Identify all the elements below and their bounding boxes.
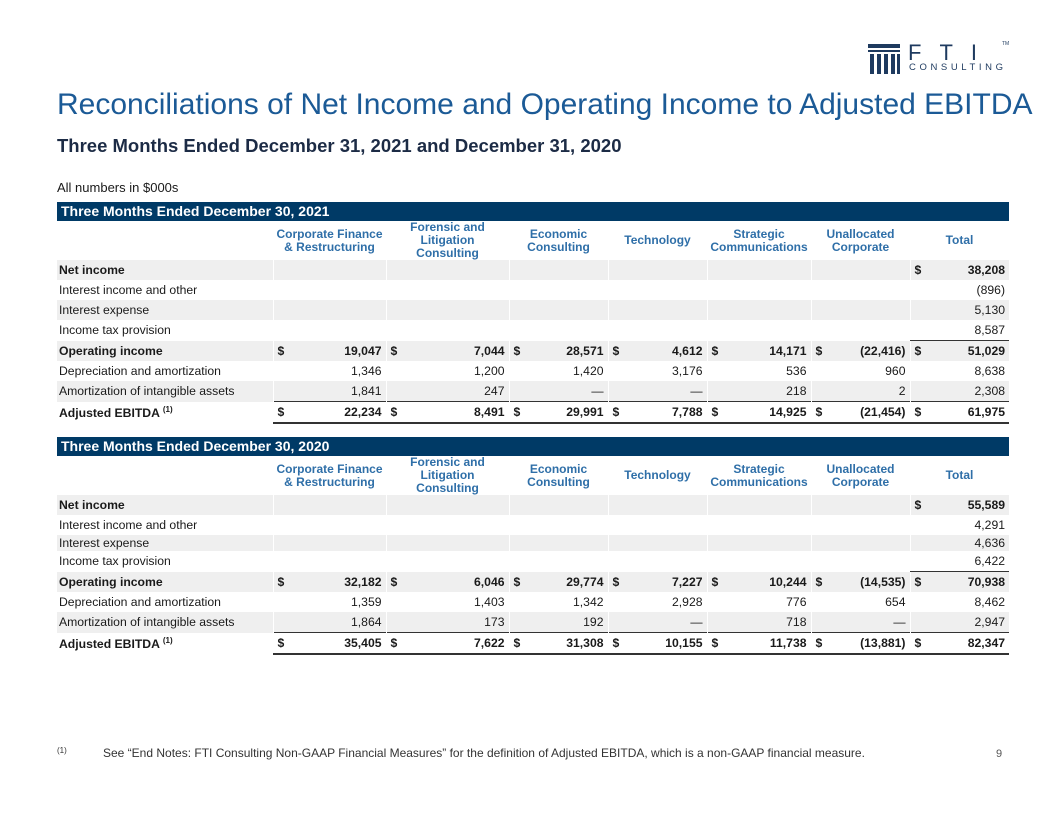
cell-value: 55,589 [967, 498, 1005, 512]
table-cell [386, 280, 509, 300]
table-cell [811, 320, 910, 341]
column-header-row [57, 221, 1009, 260]
currency-symbol: $ [612, 343, 620, 358]
column-header: Corporate Finance & Restructuring [276, 461, 383, 489]
cell-value: 8,462 [974, 595, 1005, 609]
cell-value: 2 [898, 384, 906, 398]
table-cell [509, 300, 608, 320]
section-2020 [57, 437, 1009, 655]
table-cell [273, 361, 386, 381]
row-label-text: Operating income [59, 343, 163, 358]
table-cell [910, 260, 1009, 280]
table-cell [386, 495, 509, 515]
row-label [57, 341, 273, 362]
table-cell [509, 320, 608, 341]
cell-value: 654 [885, 595, 906, 609]
table-cell [910, 300, 1009, 320]
table-row [57, 612, 1009, 633]
page-title: Reconciliations of Net Income and Operating Income to Adjusted EBITDA [57, 88, 1033, 121]
table-cell [608, 495, 707, 515]
cell-value: (896) [976, 283, 1005, 297]
cell-value: 51,029 [967, 344, 1005, 358]
table-cell [273, 320, 386, 341]
currency-symbol: $ [277, 574, 285, 589]
table-cell [608, 402, 707, 424]
table-row [57, 260, 1009, 280]
table-row [57, 633, 1009, 655]
cell-value: (22,416) [860, 343, 906, 358]
cell-value: 7,788 [672, 405, 703, 419]
table-cell [707, 633, 811, 655]
table-cell [608, 320, 707, 341]
table-cell [707, 381, 811, 402]
table-cell [707, 402, 811, 424]
column-header: Forensic and Litigation Consulting [410, 220, 485, 260]
table-cell [608, 551, 707, 572]
table-cell [608, 572, 707, 593]
row-label-text: Adjusted EBITDA [59, 636, 160, 651]
table-cell [608, 260, 707, 280]
row-label [57, 300, 273, 320]
column-header: Strategic Communications [710, 226, 808, 254]
table-cell [811, 402, 910, 424]
table-cell [608, 361, 707, 381]
page-subtitle: Three Months Ended December 31, 2021 and December 31, 2020 [57, 135, 622, 156]
section-heading: Three Months Ended December 30, 2021 [57, 202, 1009, 221]
row-label-text: Net income [59, 498, 125, 512]
table-cell [910, 633, 1009, 655]
table-cell [386, 592, 509, 612]
currency-symbol: $ [513, 574, 521, 589]
row-label-text: Adjusted EBITDA [59, 405, 160, 420]
table-cell [608, 515, 707, 535]
column-header: Technology [624, 468, 691, 482]
cell-value: 8,491 [474, 405, 505, 419]
table-cell [910, 381, 1009, 402]
table-row [57, 280, 1009, 300]
column-header: Total [945, 233, 974, 247]
table-cell [910, 402, 1009, 424]
table-cell [509, 260, 608, 280]
table-cell [707, 612, 811, 633]
column-header: Economic Consulting [527, 461, 590, 489]
row-label-text: Income tax provision [59, 323, 171, 338]
table-cell [509, 341, 608, 362]
table-cell [707, 535, 811, 551]
currency-symbol: $ [612, 574, 620, 589]
cell-value: 6,422 [974, 554, 1005, 568]
table-cell [509, 612, 608, 633]
cell-value: (14,535) [860, 574, 906, 589]
table-cell [386, 612, 509, 633]
table-cell [811, 551, 910, 572]
table-cell [509, 402, 608, 424]
table-row [57, 572, 1009, 593]
table-cell [608, 341, 707, 362]
table-cell [707, 592, 811, 612]
currency-symbol: $ [612, 636, 620, 650]
table-row [57, 320, 1009, 341]
section-2021 [57, 202, 1009, 424]
table-cell [273, 535, 386, 551]
table-cell [273, 300, 386, 320]
currency-symbol: $ [914, 405, 922, 419]
table-row [57, 495, 1009, 515]
table-cell [608, 633, 707, 655]
reconciliation-table-2021 [57, 221, 1009, 424]
cell-value: 247 [484, 384, 505, 398]
currency-symbol: $ [711, 405, 719, 419]
row-label-text: Income tax provision [59, 554, 171, 569]
table-cell [811, 381, 910, 402]
currency-symbol: $ [815, 574, 823, 589]
table-cell [910, 612, 1009, 633]
currency-symbol: $ [711, 343, 719, 358]
fti-building-icon [868, 44, 900, 74]
table-cell [910, 320, 1009, 341]
table-cell [509, 633, 608, 655]
row-label [57, 495, 273, 515]
table-cell [707, 280, 811, 300]
currency-symbol: $ [513, 405, 521, 419]
currency-symbol: $ [914, 344, 922, 358]
column-header: Forensic and Litigation Consulting [410, 455, 485, 495]
column-header: Total [945, 468, 974, 482]
cell-value: — [690, 384, 703, 398]
cell-value: 960 [885, 364, 906, 378]
currency-symbol: $ [815, 405, 823, 419]
table-cell [707, 300, 811, 320]
currency-symbol: $ [513, 636, 521, 650]
table-cell [811, 361, 910, 381]
table-cell [509, 535, 608, 551]
table-cell [707, 515, 811, 535]
row-label [57, 361, 273, 381]
table-cell [811, 341, 910, 362]
table-cell [386, 535, 509, 551]
cell-value: 14,925 [769, 405, 807, 419]
table-cell [811, 535, 910, 551]
table-cell [811, 495, 910, 515]
cell-value: 192 [583, 615, 604, 629]
row-label [57, 402, 273, 424]
cell-value: 1,841 [351, 384, 382, 398]
cell-value: 8,587 [974, 323, 1005, 337]
cell-value: 8,638 [974, 364, 1005, 378]
currency-symbol: $ [815, 343, 823, 358]
cell-value: 1,864 [351, 615, 382, 629]
footnote-ref: (1) [162, 635, 173, 645]
cell-value: 1,359 [351, 595, 382, 609]
cell-value: 61,975 [967, 405, 1005, 419]
row-label [57, 320, 273, 341]
cell-value: 7,227 [672, 574, 703, 589]
row-label-text: Amortization of intangible assets [59, 384, 235, 399]
table-cell [707, 572, 811, 593]
row-label-text: Interest income and other [59, 283, 198, 297]
row-label [57, 633, 273, 655]
cell-value: 10,155 [665, 636, 703, 650]
cell-value: 82,347 [967, 636, 1005, 650]
currency-symbol: $ [612, 405, 620, 419]
cell-value: 32,182 [344, 574, 382, 589]
table-cell [273, 633, 386, 655]
cell-value: 19,047 [344, 343, 382, 358]
cell-value: — [690, 615, 703, 629]
table-cell [273, 515, 386, 535]
table-cell [608, 535, 707, 551]
cell-value: (21,454) [860, 405, 906, 419]
column-header-blank [57, 456, 273, 495]
currency-symbol: $ [914, 263, 922, 277]
table-cell [386, 260, 509, 280]
cell-value: 11,738 [769, 636, 807, 650]
cell-value: 1,346 [351, 364, 382, 378]
footnote-text: See “End Notes: FTI Consulting Non-GAAP Financial Measures” for the definition of Adjusted EBITDA, which is a non-GAAP financial measure. [103, 746, 865, 760]
table-cell [509, 572, 608, 593]
column-header: Unallocated Corporate [826, 461, 895, 489]
row-label-text: Depreciation and amortization [59, 595, 221, 609]
currency-symbol: $ [390, 636, 398, 650]
table-cell [386, 381, 509, 402]
table-row [57, 515, 1009, 535]
currency-symbol: $ [914, 575, 922, 589]
table-cell [509, 361, 608, 381]
table-cell [386, 361, 509, 381]
cell-value: 4,636 [974, 536, 1005, 550]
footnote [57, 746, 865, 761]
currency-symbol: $ [914, 498, 922, 512]
cell-value: 1,342 [573, 595, 604, 609]
row-label [57, 260, 273, 280]
table-cell [910, 361, 1009, 381]
logo-trademark: TM [1002, 41, 1010, 47]
table-cell [273, 572, 386, 593]
cell-value: 29,774 [566, 574, 604, 589]
currency-symbol: $ [390, 343, 398, 358]
table-cell [910, 535, 1009, 551]
table-cell [811, 515, 910, 535]
table-row [57, 361, 1009, 381]
logo-subtext: CONSULTING [909, 62, 1007, 73]
table-cell [273, 592, 386, 612]
table-cell [707, 551, 811, 572]
row-label-text: Net income [59, 263, 125, 277]
table-cell [273, 402, 386, 424]
row-label-text: Amortization of intangible assets [59, 615, 235, 630]
table-cell [273, 260, 386, 280]
table-cell [811, 300, 910, 320]
table-cell [273, 495, 386, 515]
cell-value: 29,991 [566, 405, 604, 419]
row-label-text: Interest expense [59, 303, 150, 317]
cell-value: 14,171 [769, 343, 807, 358]
currency-symbol: $ [390, 574, 398, 589]
cell-value: 70,938 [967, 575, 1005, 589]
currency-symbol: $ [711, 574, 719, 589]
table-cell [707, 320, 811, 341]
table-cell [509, 495, 608, 515]
table-cell [608, 280, 707, 300]
footnote-mark: (1) [57, 746, 67, 755]
currency-symbol: $ [277, 343, 285, 358]
table-cell [273, 551, 386, 572]
table-cell [608, 592, 707, 612]
table-cell [811, 572, 910, 593]
cell-value: 3,176 [672, 364, 703, 378]
table-cell [811, 592, 910, 612]
cell-value: 2,928 [672, 595, 703, 609]
cell-value: 1,403 [474, 595, 505, 609]
currency-symbol: $ [711, 636, 719, 650]
column-header: Technology [624, 233, 691, 247]
table-cell [509, 381, 608, 402]
page-number: 9 [996, 748, 1003, 760]
table-cell [273, 341, 386, 362]
cell-value: (13,881) [860, 636, 906, 650]
cell-value: 38,208 [967, 263, 1005, 277]
table-cell [386, 515, 509, 535]
cell-value: 173 [484, 615, 505, 629]
reconciliation-table-2020 [57, 456, 1009, 655]
currency-symbol: $ [277, 636, 285, 650]
table-cell [707, 495, 811, 515]
table-row [57, 300, 1009, 320]
currency-symbol: $ [390, 405, 398, 419]
table-cell [608, 381, 707, 402]
currency-symbol: $ [513, 343, 521, 358]
column-header: Economic Consulting [527, 226, 590, 254]
table-cell [273, 280, 386, 300]
table-cell [509, 515, 608, 535]
table-body [57, 495, 1009, 654]
column-header: Unallocated Corporate [826, 226, 895, 254]
table-cell [386, 572, 509, 593]
column-header: Corporate Finance & Restructuring [276, 226, 383, 254]
cell-value: 35,405 [344, 636, 382, 650]
cell-value: 31,308 [566, 636, 604, 650]
table-cell [811, 280, 910, 300]
row-label [57, 592, 273, 612]
table-cell [386, 341, 509, 362]
table-cell [707, 361, 811, 381]
table-row [57, 592, 1009, 612]
table-cell [811, 633, 910, 655]
table-cell [608, 612, 707, 633]
table-row [57, 551, 1009, 572]
table-row [57, 535, 1009, 551]
table-cell [910, 592, 1009, 612]
cell-value: 2,947 [974, 615, 1005, 629]
cell-value: 10,244 [769, 574, 807, 589]
cell-value: 718 [786, 615, 807, 629]
table-row [57, 341, 1009, 362]
cell-value: — [893, 615, 906, 629]
table-cell [509, 551, 608, 572]
table-cell [707, 260, 811, 280]
table-cell [386, 320, 509, 341]
cell-value: 22,234 [344, 405, 382, 419]
row-label-text: Interest expense [59, 536, 150, 550]
units-note: All numbers in $000s [57, 180, 179, 195]
table-body [57, 260, 1009, 423]
row-label-text: Operating income [59, 574, 163, 589]
table-cell [910, 341, 1009, 362]
cell-value: 4,612 [672, 343, 703, 358]
footnote-ref: (1) [162, 404, 173, 414]
cell-value: 7,044 [474, 343, 505, 358]
column-header: Strategic Communications [710, 461, 808, 489]
table-cell [910, 280, 1009, 300]
table-cell [811, 612, 910, 633]
row-label [57, 381, 273, 402]
table-cell [386, 551, 509, 572]
table-cell [608, 300, 707, 320]
row-label [57, 280, 273, 300]
row-label-text: Interest income and other [59, 518, 198, 532]
table-cell [707, 341, 811, 362]
table-cell [273, 612, 386, 633]
table-row [57, 402, 1009, 424]
cell-value: 5,130 [974, 303, 1005, 317]
logo-wordmark: FTI [908, 40, 995, 65]
table-cell [509, 280, 608, 300]
table-cell [386, 633, 509, 655]
row-label [57, 612, 273, 633]
cell-value: — [591, 384, 604, 398]
table-row [57, 381, 1009, 402]
cell-value: 7,622 [474, 636, 505, 650]
cell-value: 1,200 [474, 364, 505, 378]
cell-value: 4,291 [974, 518, 1005, 532]
table-cell [910, 572, 1009, 593]
cell-value: 6,046 [474, 574, 505, 589]
row-label-text: Depreciation and amortization [59, 364, 221, 378]
cell-value: 536 [786, 364, 807, 378]
cell-value: 218 [786, 384, 807, 398]
row-label [57, 535, 273, 551]
currency-symbol: $ [277, 405, 285, 419]
column-header-row [57, 456, 1009, 495]
column-header-blank [57, 221, 273, 260]
cell-value: 28,571 [566, 343, 604, 358]
table-cell [910, 515, 1009, 535]
table-cell [386, 402, 509, 424]
table-cell [811, 260, 910, 280]
row-label [57, 551, 273, 572]
cell-value: 2,308 [974, 384, 1005, 398]
cell-value: 1,420 [573, 364, 604, 378]
fti-logo [868, 42, 1008, 74]
currency-symbol: $ [914, 636, 922, 650]
row-label [57, 572, 273, 593]
table-cell [273, 381, 386, 402]
row-label [57, 515, 273, 535]
currency-symbol: $ [815, 636, 823, 650]
cell-value: 776 [786, 595, 807, 609]
table-cell [509, 592, 608, 612]
table-cell [910, 551, 1009, 572]
table-cell [386, 300, 509, 320]
table-cell [910, 495, 1009, 515]
section-heading: Three Months Ended December 30, 2020 [57, 437, 1009, 456]
